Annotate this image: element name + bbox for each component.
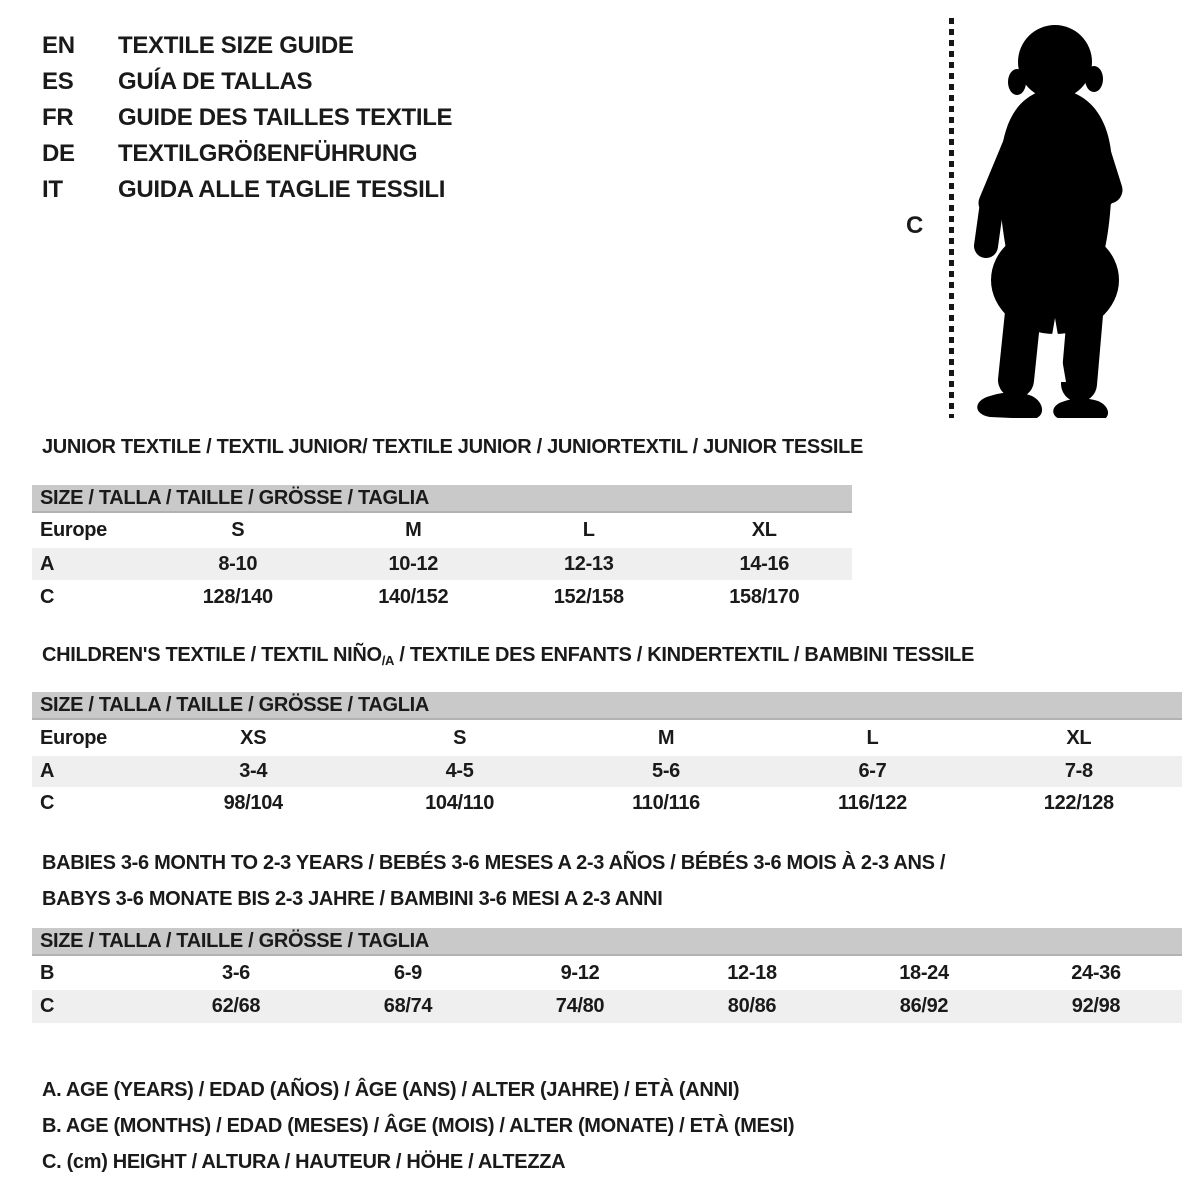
language-code: FR (42, 104, 74, 131)
size-cell: XS (240, 726, 267, 749)
language-row-it (42, 172, 452, 208)
language-title-list (42, 28, 452, 208)
height-cell: 152/158 (553, 585, 624, 608)
height-cell: 104/110 (425, 792, 495, 814)
size-header-label: SIZE / TALLA / TAILLE / GRÖSSE / TAGLIA (40, 486, 429, 509)
legend (42, 1072, 794, 1180)
legend-line-a: A. AGE (YEARS) / EDAD (AÑOS) / ÂGE (ANS) / ALTER (JAHRE) / ETÀ (ANNI) (42, 1078, 740, 1101)
children-title-pre: CHILDREN'S TEXTILE / TEXTIL NIÑO (42, 644, 382, 666)
row-label: Europe (40, 519, 107, 541)
age-cell: 4-5 (445, 760, 474, 782)
language-code: EN (42, 32, 75, 59)
size-header-label: SIZE / TALLA / TAILLE / GRÖSSE / TAGLIA (40, 929, 429, 952)
row-label: C (40, 585, 55, 608)
language-row-fr (42, 100, 452, 136)
size-cell: XL (1066, 726, 1092, 749)
age-cell: 5-6 (652, 760, 680, 782)
age-cell: 10-12 (388, 552, 439, 575)
height-cell: 116/122 (837, 792, 907, 814)
height-cell: 62/68 (211, 995, 261, 1017)
children-section-title (42, 644, 974, 668)
age-cell: 9-12 (560, 961, 600, 984)
height-cell: 68/74 (383, 995, 433, 1017)
children-size-table (32, 692, 1182, 820)
height-cell: 80/86 (727, 995, 777, 1017)
height-cell: 128/140 (202, 585, 273, 608)
height-cell: 74/80 (555, 995, 605, 1017)
language-row-es (42, 64, 452, 100)
table-row-europe (32, 513, 852, 548)
guide-title: GUIDE DES TAILLES TEXTILE (118, 104, 453, 131)
age-cell: 3-6 (222, 961, 250, 984)
children-title-subscript: /A (381, 653, 395, 668)
table-row-age-years (32, 548, 852, 580)
age-cell: 14-16 (739, 552, 790, 575)
size-header-bar (32, 485, 852, 513)
guide-title: TEXTILGRÖßENFÜHRUNG (118, 140, 418, 167)
baby-silhouette-icon (962, 18, 1142, 418)
size-cell: S (231, 519, 245, 541)
table-row-europe (32, 720, 1182, 756)
table-row-age-years (32, 756, 1182, 787)
junior-section-title: JUNIOR TEXTILE / TEXTIL JUNIOR/ TEXTILE JUNIOR / JUNIORTEXTIL / JUNIOR TESSILE (42, 436, 864, 458)
age-cell: 24-36 (1071, 961, 1121, 984)
language-code: DE (42, 140, 75, 167)
age-cell: 3-4 (239, 760, 268, 782)
guide-title: GUÍA DE TALLAS (118, 68, 313, 95)
age-cell: 12-13 (563, 552, 614, 575)
table-row-height-cm (32, 580, 852, 614)
height-cell: 122/128 (1043, 792, 1114, 814)
size-cell: L (866, 726, 879, 749)
guide-title: TEXTILE SIZE GUIDE (118, 32, 354, 59)
size-header-label: SIZE / TALLA / TAILLE / GRÖSSE / TAGLIA (40, 693, 429, 716)
babies-section-title-line2: BABYS 3-6 MONATE BIS 2-3 JAHRE / BAMBINI 3-6 MESI A 2-3 ANNI (42, 888, 663, 910)
height-cell: 98/104 (223, 792, 283, 814)
height-cell: 158/170 (729, 585, 800, 608)
row-label: C (40, 792, 55, 814)
age-cell: 6-7 (858, 760, 887, 782)
guide-title: GUIDA ALLE TAGLIE TESSILI (118, 176, 446, 203)
babies-size-table (32, 928, 1182, 1023)
row-label: C (40, 995, 55, 1017)
legend-line-b: B. AGE (MONTHS) / EDAD (MESES) / ÂGE (MOIS) / ALTER (MONATE) / ETÀ (MESI) (42, 1114, 795, 1137)
size-cell: M (657, 726, 675, 749)
row-label: Europe (40, 726, 107, 749)
size-cell: XL (751, 519, 777, 541)
age-cell: 7-8 (1064, 760, 1093, 782)
age-cell: 18-24 (899, 961, 949, 984)
size-header-bar (32, 692, 1182, 720)
language-code: IT (42, 176, 63, 203)
age-cell: 8-10 (218, 552, 258, 575)
table-row-age-months (32, 956, 1182, 990)
children-title-post: / TEXTILE DES ENFANTS / KINDERTEXTIL / BAMBINI TESSILE (394, 644, 974, 666)
language-row-de (42, 136, 452, 172)
height-cell: 86/92 (899, 995, 949, 1017)
table-row-height-cm (32, 990, 1182, 1023)
legend-line-c: C. (cm) HEIGHT / ALTURA / HAUTEUR / HÖHE / ALTEZZA (42, 1150, 566, 1173)
row-label: A (40, 552, 55, 575)
language-code: ES (42, 68, 74, 95)
size-cell: S (453, 726, 467, 749)
age-cell: 12-18 (727, 961, 777, 984)
age-cell: 6-9 (394, 961, 422, 984)
language-row-en (42, 28, 452, 64)
size-header-bar (32, 928, 1182, 956)
height-measure-label: C (906, 212, 924, 239)
height-cell: 92/98 (1071, 995, 1121, 1017)
height-cell: 140/152 (378, 585, 449, 608)
table-row-height-cm (32, 787, 1182, 820)
height-dashed-line (949, 18, 954, 418)
row-label: B (40, 961, 55, 984)
height-cell: 110/116 (632, 792, 700, 814)
junior-size-table (32, 485, 852, 614)
size-cell: L (582, 519, 595, 541)
babies-section-title-line1: BABIES 3-6 MONTH TO 2-3 YEARS / BEBÉS 3-6 MESES A 2-3 AÑOS / BÉBÉS 3-6 MOIS À 2-3 ANS / (42, 852, 946, 874)
row-label: A (40, 760, 55, 782)
size-cell: M (405, 519, 422, 541)
